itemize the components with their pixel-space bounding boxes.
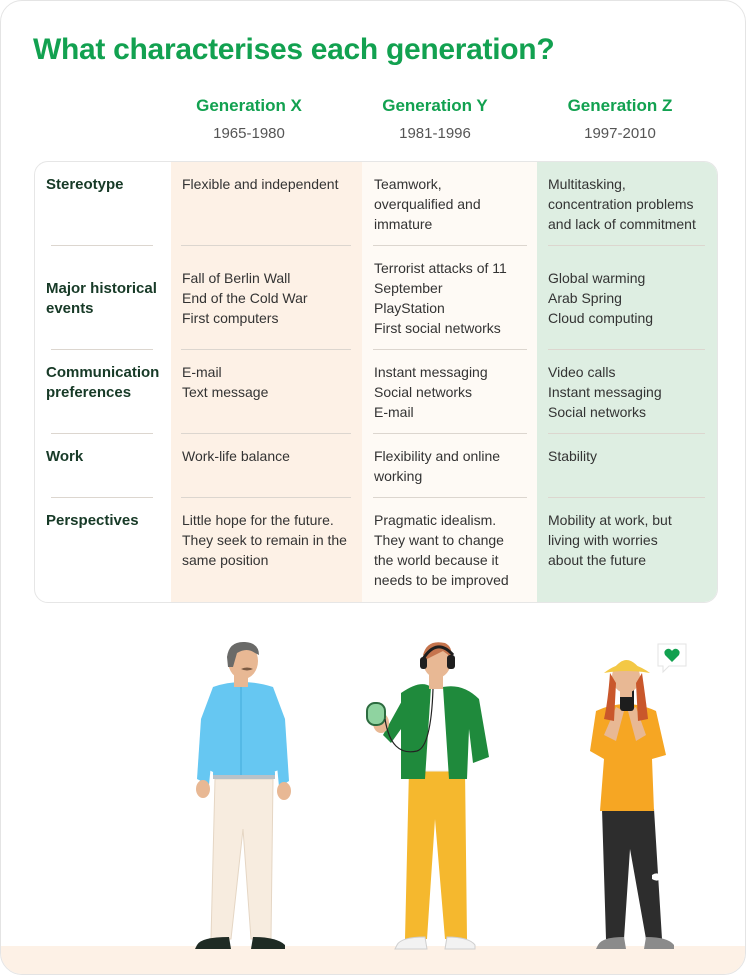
comparison-table [34,161,718,603]
row-divider [373,245,527,246]
genx-man-icon [181,639,311,959]
row-divider [51,433,153,434]
cell-events-genz: Global warming Arab Spring Cloud computing [548,270,654,326]
genz-woman-with-phone-icon [586,639,716,959]
cell-work-geny: Flexibility and online working [374,448,501,484]
row-divider [548,245,705,246]
row-divider [181,433,351,434]
genz-header [525,95,715,144]
row-label-communication-preferences: Communication preferences [46,364,160,401]
row-divider [181,349,351,350]
row-label-perspectives: Perspectives [46,512,139,529]
geny-name: Generation Y [382,96,488,115]
geny-years: 1981-1996 [399,125,471,142]
row-divider [51,497,153,498]
cell-work-genx: Work-life balance [182,448,290,464]
row-divider [51,349,153,350]
genx-name: Generation X [196,96,302,115]
genz-years: 1997-2010 [584,125,656,142]
geny-header [340,95,530,144]
row-divider [51,245,153,246]
cell-stereotype-genx: Flexible and independent [182,176,339,192]
cell-communication-genz: Video calls Instant messaging Social networks [548,364,662,420]
genx-header [154,95,344,144]
cell-stereotype-genz: Multitasking, concentration problems and lack of commitment [548,176,696,232]
row-divider [548,497,705,498]
row-divider [373,433,527,434]
geny-man-with-headphones-icon [361,639,501,959]
row-divider [548,349,705,350]
cell-work-genz: Stability [548,448,598,464]
row-divider [373,497,527,498]
genz-name: Generation Z [567,96,673,115]
row-label-work: Work [46,448,84,465]
heart-speech-bubble-icon [655,641,689,675]
genx-years: 1965-1980 [213,125,285,142]
cell-communication-genx: E-mail Text message [182,364,269,400]
row-label-major-historical-events: Major historical events [46,280,157,317]
row-divider [181,245,351,246]
cell-perspectives-genz: Mobility at work, but living with worries about the future [548,512,672,568]
cell-perspectives-geny: Pragmatic idealism. They want to change the world because it needs to be improved [374,512,509,588]
row-divider [181,497,351,498]
cell-communication-geny: Instant messaging Social networks E-mail [374,364,488,420]
cell-stereotype-geny: Teamwork, overqualified and immature [374,176,481,232]
cell-events-genx: Fall of Berlin Wall End of the Cold War First computers [182,270,308,326]
cell-perspectives-genx: Little hope for the future. They seek to remain in the same position [182,512,347,568]
page-title: What characterises each generation? [33,33,555,66]
row-label-stereotype: Stereotype [46,176,124,193]
row-divider [548,433,705,434]
row-divider [373,349,527,350]
cell-events-geny: Terrorist attacks of 11 September PlayStation First social networks [374,260,507,336]
illustrations-area [1,621,746,975]
